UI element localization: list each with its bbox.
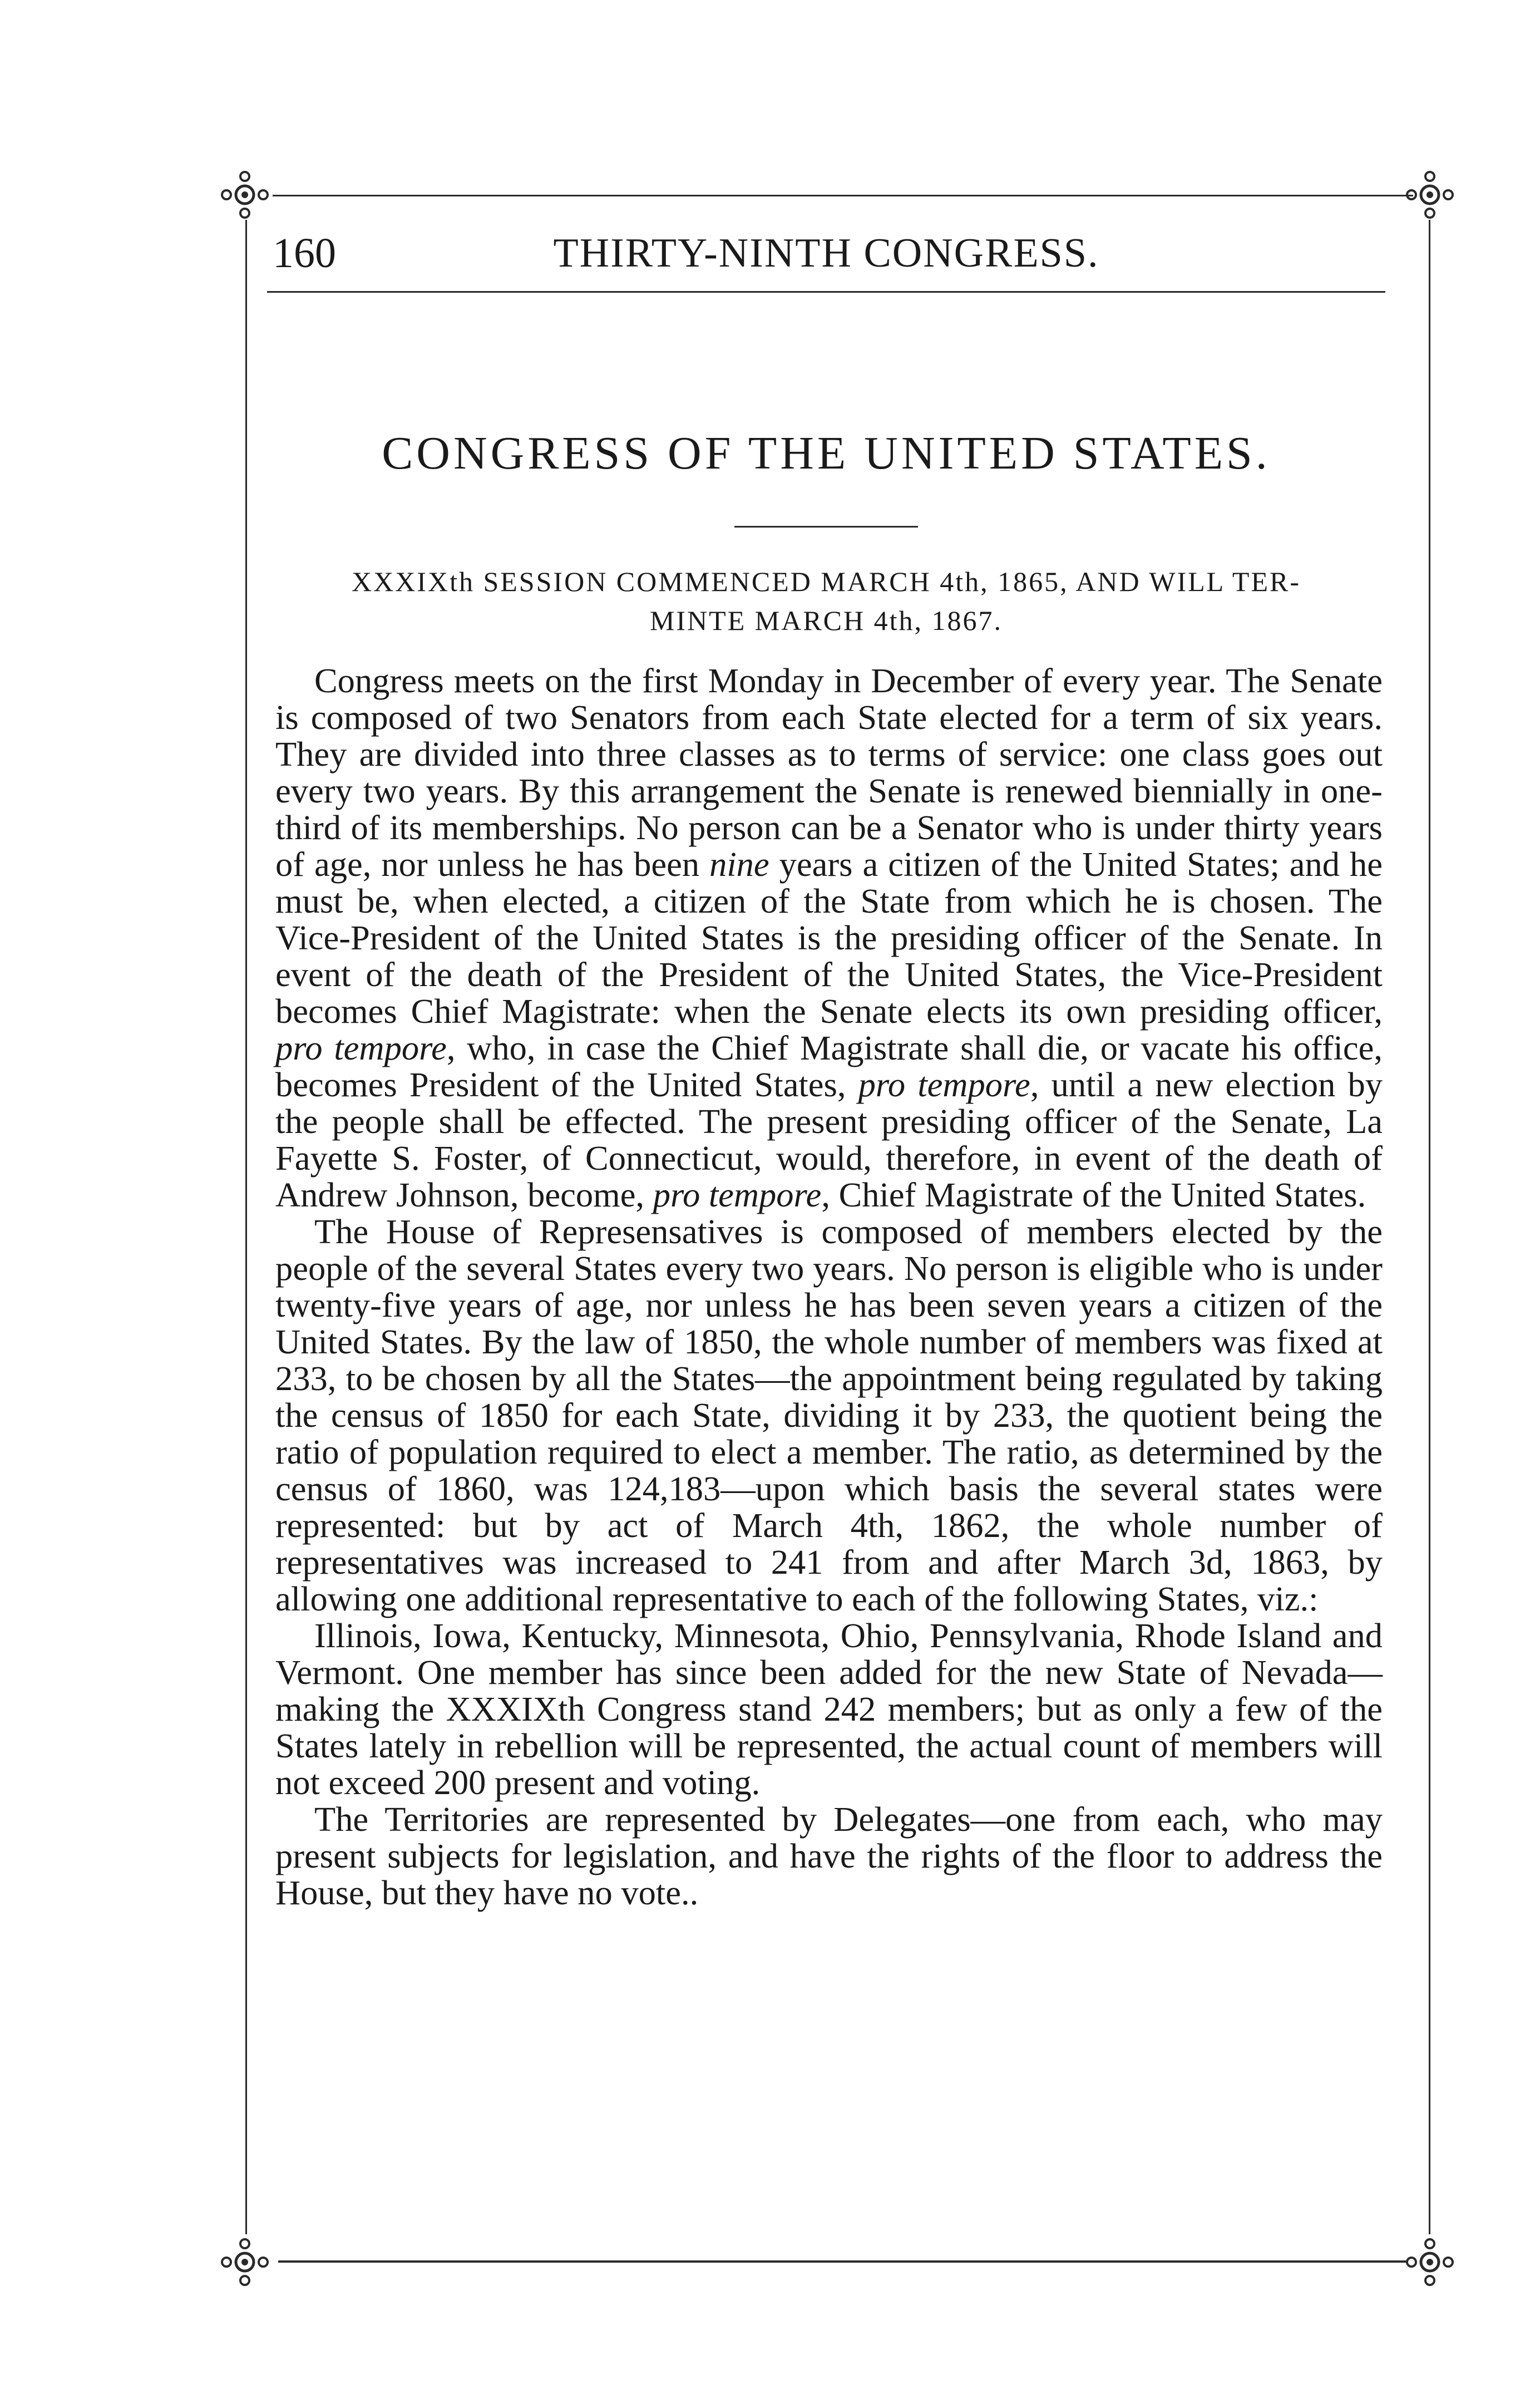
- text-run: , until a new election by the people shall be effected. The present presiding officer of the Senate, La Fayette S. Foster, of Connecticut, would, therefore, in event of the death of Andrew Johnson, become,: [275, 1065, 1383, 1214]
- text-run: The House of Represensatives is composed of members elected by the people of the several States every two years. No person is eligible who is under twenty-five years of age, nor unless he has been seven years a citizen of the United States. By the law of 1850, the whole number of members was fixed at 233, to be chosen by all the States—the appointment being regulated by taking the census of 1850 for each State, dividing it by 233, the quotient being the ratio of population required to elect a member. The ratio, as determined by the census of 1860, was 124,183—upon which basis the several states were represented: but by act of March 4th, 1862, the whole number of representatives was increased to 241 from and after March 3d, 1863, by allowing one additional representative to each of the following States, viz.:: [275, 1212, 1383, 1618]
- page-number: 160: [273, 230, 336, 277]
- running-title: THIRTY-NINTH CONGRESS.: [553, 230, 1099, 276]
- session-heading: [273, 562, 1380, 640]
- text-run: Congress meets on the first Monday in December of every year. The Senate is composed of two Senators from each State elected for a term of six years. They are divided into three classes as to terms of service: one class goes out every two years. By this arrangement the Senate is renewed biennially in one-third of its memberships. No person can be a Senator who is under thirty years of age, nor unless he has been: [275, 661, 1383, 884]
- border-right: [1429, 220, 1430, 2234]
- text-run: , Chief Magistrate of the United States.: [821, 1175, 1366, 1214]
- page-title: CONGRESS OF THE UNITED STATES.: [382, 427, 1271, 479]
- flourish-ornament-bottom-left-icon: [214, 2231, 275, 2293]
- text-run: Illinois, Iowa, Kentucky, Minnesota, Ohio, Pennsylvania, Rhode Island and Vermont. One member has since been added for the new State of Nevada—making the XXXIXth Congress stand 242 members; but as only a few of the States lately in rebellion will be represented, the actual count of members will not exceed 200 present and voting.: [275, 1616, 1383, 1802]
- paragraph-states: [275, 1617, 1383, 1801]
- italic-run: pro tempore: [653, 1175, 822, 1214]
- session-line-1: XXXIXth SESSION COMMENCED MARCH 4th, 1865, AND WILL TER-: [351, 566, 1301, 597]
- session-line-2: MINTE MARCH 4th, 1867.: [649, 605, 1003, 636]
- paragraph-territories: [275, 1801, 1383, 1911]
- text-run: The Territories are represented by Delegates—one from each, who may present subjects for legislation, and have the rights of the floor to address the House, but they have no vote..: [275, 1800, 1383, 1912]
- border-top: [273, 195, 1413, 196]
- border-bottom: [278, 2260, 1408, 2263]
- italic-run: pro tempore: [858, 1065, 1030, 1104]
- flourish-ornament-top-left-icon: [214, 164, 275, 225]
- header-rule: [267, 291, 1385, 293]
- flourish-ornament-top-right-icon: [1399, 164, 1460, 225]
- flourish-ornament-bottom-right-icon: [1399, 2231, 1460, 2293]
- paragraph-house: [275, 1213, 1383, 1617]
- title-rule: [734, 526, 918, 528]
- text-run: , who, in case the Chief Magistrate shall die, or vacate his office, becomes President of the United States,: [275, 1028, 1383, 1104]
- running-head: [273, 220, 1380, 287]
- border-left: [245, 220, 247, 2234]
- paragraph-senate: [275, 662, 1383, 1213]
- italic-run: pro tempore: [275, 1028, 447, 1067]
- text-run: years a citizen of the United States; and he must be, when elected, a citizen of the State from which he is chosen. The Vice-President of the United States is the presiding officer of the Senate. In event of the death of the President of the United States, the Vice-President becomes Chief Magistrate: when the Senate elects its own presiding officer,: [275, 845, 1383, 1031]
- italic-run: nine: [709, 845, 769, 884]
- body-text: [275, 662, 1383, 1911]
